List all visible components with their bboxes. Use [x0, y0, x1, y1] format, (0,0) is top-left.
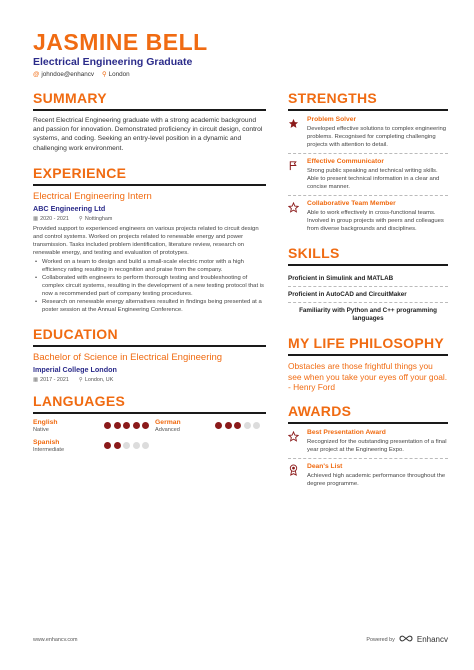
job-bullets: [33, 258, 266, 314]
proficiency-dot: [114, 442, 121, 449]
language-name: English: [33, 418, 58, 426]
philosophy-section: [288, 335, 448, 393]
proficiency-dot: [253, 422, 260, 429]
summary-title: SUMMARY: [33, 90, 266, 111]
strength-title: Collaborative Team Member: [307, 200, 396, 207]
award-item: [288, 429, 448, 459]
skill-item: Proficient in AutoCAD and CircuitMaker: [288, 287, 448, 303]
education-section: [33, 326, 266, 383]
page-footer: [33, 634, 448, 645]
strength-item: [288, 158, 448, 196]
award-item: [288, 463, 448, 492]
education-dates: 2017 - 2021: [40, 376, 69, 383]
company-name: ABC Engineering Ltd: [33, 203, 106, 213]
flag-icon: [288, 158, 300, 191]
proficiency-dot: [123, 422, 130, 429]
strength-title: Problem Solver: [307, 116, 357, 123]
proficiency-dot: [133, 422, 140, 429]
language-name: German: [155, 418, 181, 426]
location-pin-icon: ⚲: [102, 71, 107, 78]
location-text: London: [108, 71, 130, 78]
proficiency-dot: [133, 442, 140, 449]
philosophy-title: MY LIFE PHILOSOPHY: [288, 335, 448, 356]
proficiency-dots: [215, 422, 266, 429]
degree-title: Bachelor of Science in Electrical Engineering: [33, 351, 223, 363]
star-outline-icon: [288, 429, 300, 454]
strength-desc: Developed effective solutions to complex engineering problems. Recognised for completing challenging projects with attention to detail.: [307, 126, 447, 148]
location-pin-icon: ⚲: [78, 215, 83, 222]
contact-line: [33, 71, 453, 78]
job-meta: [33, 216, 266, 222]
strengths-title: STRENGTHS: [288, 90, 448, 111]
candidate-name: JASMINE BELL: [33, 29, 208, 55]
language-item: [33, 439, 155, 453]
at-icon: @: [33, 71, 40, 78]
skills-section: [288, 245, 448, 327]
job-dates: 2020 - 2021: [40, 215, 69, 222]
skill-item: Proficient in Simulink and MATLAB: [288, 271, 448, 287]
strength-item: [288, 116, 448, 154]
calendar-icon: ▦: [33, 376, 39, 383]
proficiency-dots: [104, 422, 155, 429]
experience-section: [33, 165, 266, 314]
strengths-section: [288, 90, 448, 237]
location-pin-icon: ⚲: [78, 376, 83, 383]
education-meta: [33, 377, 266, 383]
location-contact: [102, 71, 130, 78]
star-icon: [288, 116, 300, 149]
language-item: [33, 419, 155, 433]
enhancv-logo-icon: [399, 634, 413, 645]
award-desc: Achieved high academic performance throughout the degree programme.: [307, 472, 446, 487]
email-contact[interactable]: [33, 71, 94, 78]
award-desc: Recognized for the outstanding presentation of a final year project at the Engineering Expo.: [307, 438, 447, 453]
calendar-icon: ▦: [33, 215, 39, 222]
footer-site-link[interactable]: www.enhancv.com: [33, 636, 78, 643]
strength-title: Effective Communicator: [307, 158, 384, 165]
resume-header: [33, 30, 453, 78]
award-title: Best Presentation Award: [307, 428, 386, 436]
proficiency-dot: [244, 422, 251, 429]
proficiency-dot: [123, 442, 130, 449]
language-item: [155, 419, 266, 433]
awards-section: [288, 403, 448, 492]
list-item: • Collaborated with engineers to perform thorough testing and troubleshooting of complex circuit systems, resulting in the development of a new testing protocol that is now a recommended part of company testing procedures.: [33, 274, 266, 298]
education-title: EDUCATION: [33, 326, 266, 347]
list-item: • Research on renewable energy alternatives resulted in findings being presented at a poster session at the Annual Engineering Conference.: [33, 298, 266, 314]
proficiency-dot: [234, 422, 241, 429]
list-item: • Worked on a team to design and build a small-scale electric motor with a high efficiency rating resulting in recognition and praise from the company.: [33, 258, 266, 274]
language-name: Spanish: [33, 438, 60, 446]
proficiency-dot: [142, 442, 149, 449]
strength-desc: Able to work effectively in cross-functional teams. Involved in group projects with peers and colleagues from diverse backgrounds and disciplines.: [307, 210, 444, 232]
email-text: johndoe@enhancv: [41, 71, 95, 78]
powered-by-text: Powered by: [366, 636, 395, 643]
job-description: Provided support to experienced engineers on various projects related to circuit design and control systems. Worked on projects related to renewable energy and power transmission. Tasks included problem identification, literature review, research on renewable energy, and testing and evaluation of prototypes.: [33, 225, 259, 256]
proficiency-dots: [104, 442, 155, 449]
summary-section: [33, 90, 266, 153]
proficiency-dot: [215, 422, 222, 429]
star-outline-icon: [288, 200, 300, 233]
skills-title: SKILLS: [288, 245, 448, 266]
candidate-role: Electrical Engineering Graduate: [33, 56, 193, 68]
philosophy-quote: Obstacles are those frightful things you see when you take your eyes off your goal. - Henry Ford: [288, 361, 448, 393]
strength-desc: Strong public speaking and technical writing skills. Able to present technical information in a clear and concise manner.: [307, 168, 440, 190]
award-title: Dean's List: [307, 462, 343, 470]
proficiency-dot: [225, 422, 232, 429]
language-level: Native: [33, 426, 49, 433]
skill-item: Familiarity with Python and C++ programming languages: [299, 307, 437, 322]
right-column: [288, 90, 448, 496]
medal-icon: [288, 463, 300, 488]
language-level: Intermediate: [33, 446, 65, 453]
proficiency-dot: [104, 422, 111, 429]
proficiency-dot: [104, 442, 111, 449]
awards-title: AWARDS: [288, 403, 448, 424]
education-location: London, UK: [84, 376, 114, 383]
job-title: Electrical Engineering Intern: [33, 190, 152, 202]
left-column: [33, 90, 266, 453]
languages-section: [33, 393, 266, 453]
experience-title: EXPERIENCE: [33, 165, 266, 186]
proficiency-dot: [142, 422, 149, 429]
footer-brand: [366, 634, 448, 645]
school-name: Imperial College London: [33, 364, 117, 374]
languages-title: LANGUAGES: [33, 393, 266, 414]
language-level: Advanced: [155, 426, 180, 433]
strength-item: [288, 200, 448, 237]
proficiency-dot: [114, 422, 121, 429]
summary-text: Recent Electrical Engineering graduate with a strong academic background and passion for innovation. Demonstrated proficiency in circuit design, control systems, and coding. Seeking an entry-level position in a dynamic and challenging work environment.: [33, 117, 263, 152]
job-location: Nottingham: [84, 215, 113, 222]
brand-name: Enhancv: [416, 635, 448, 644]
